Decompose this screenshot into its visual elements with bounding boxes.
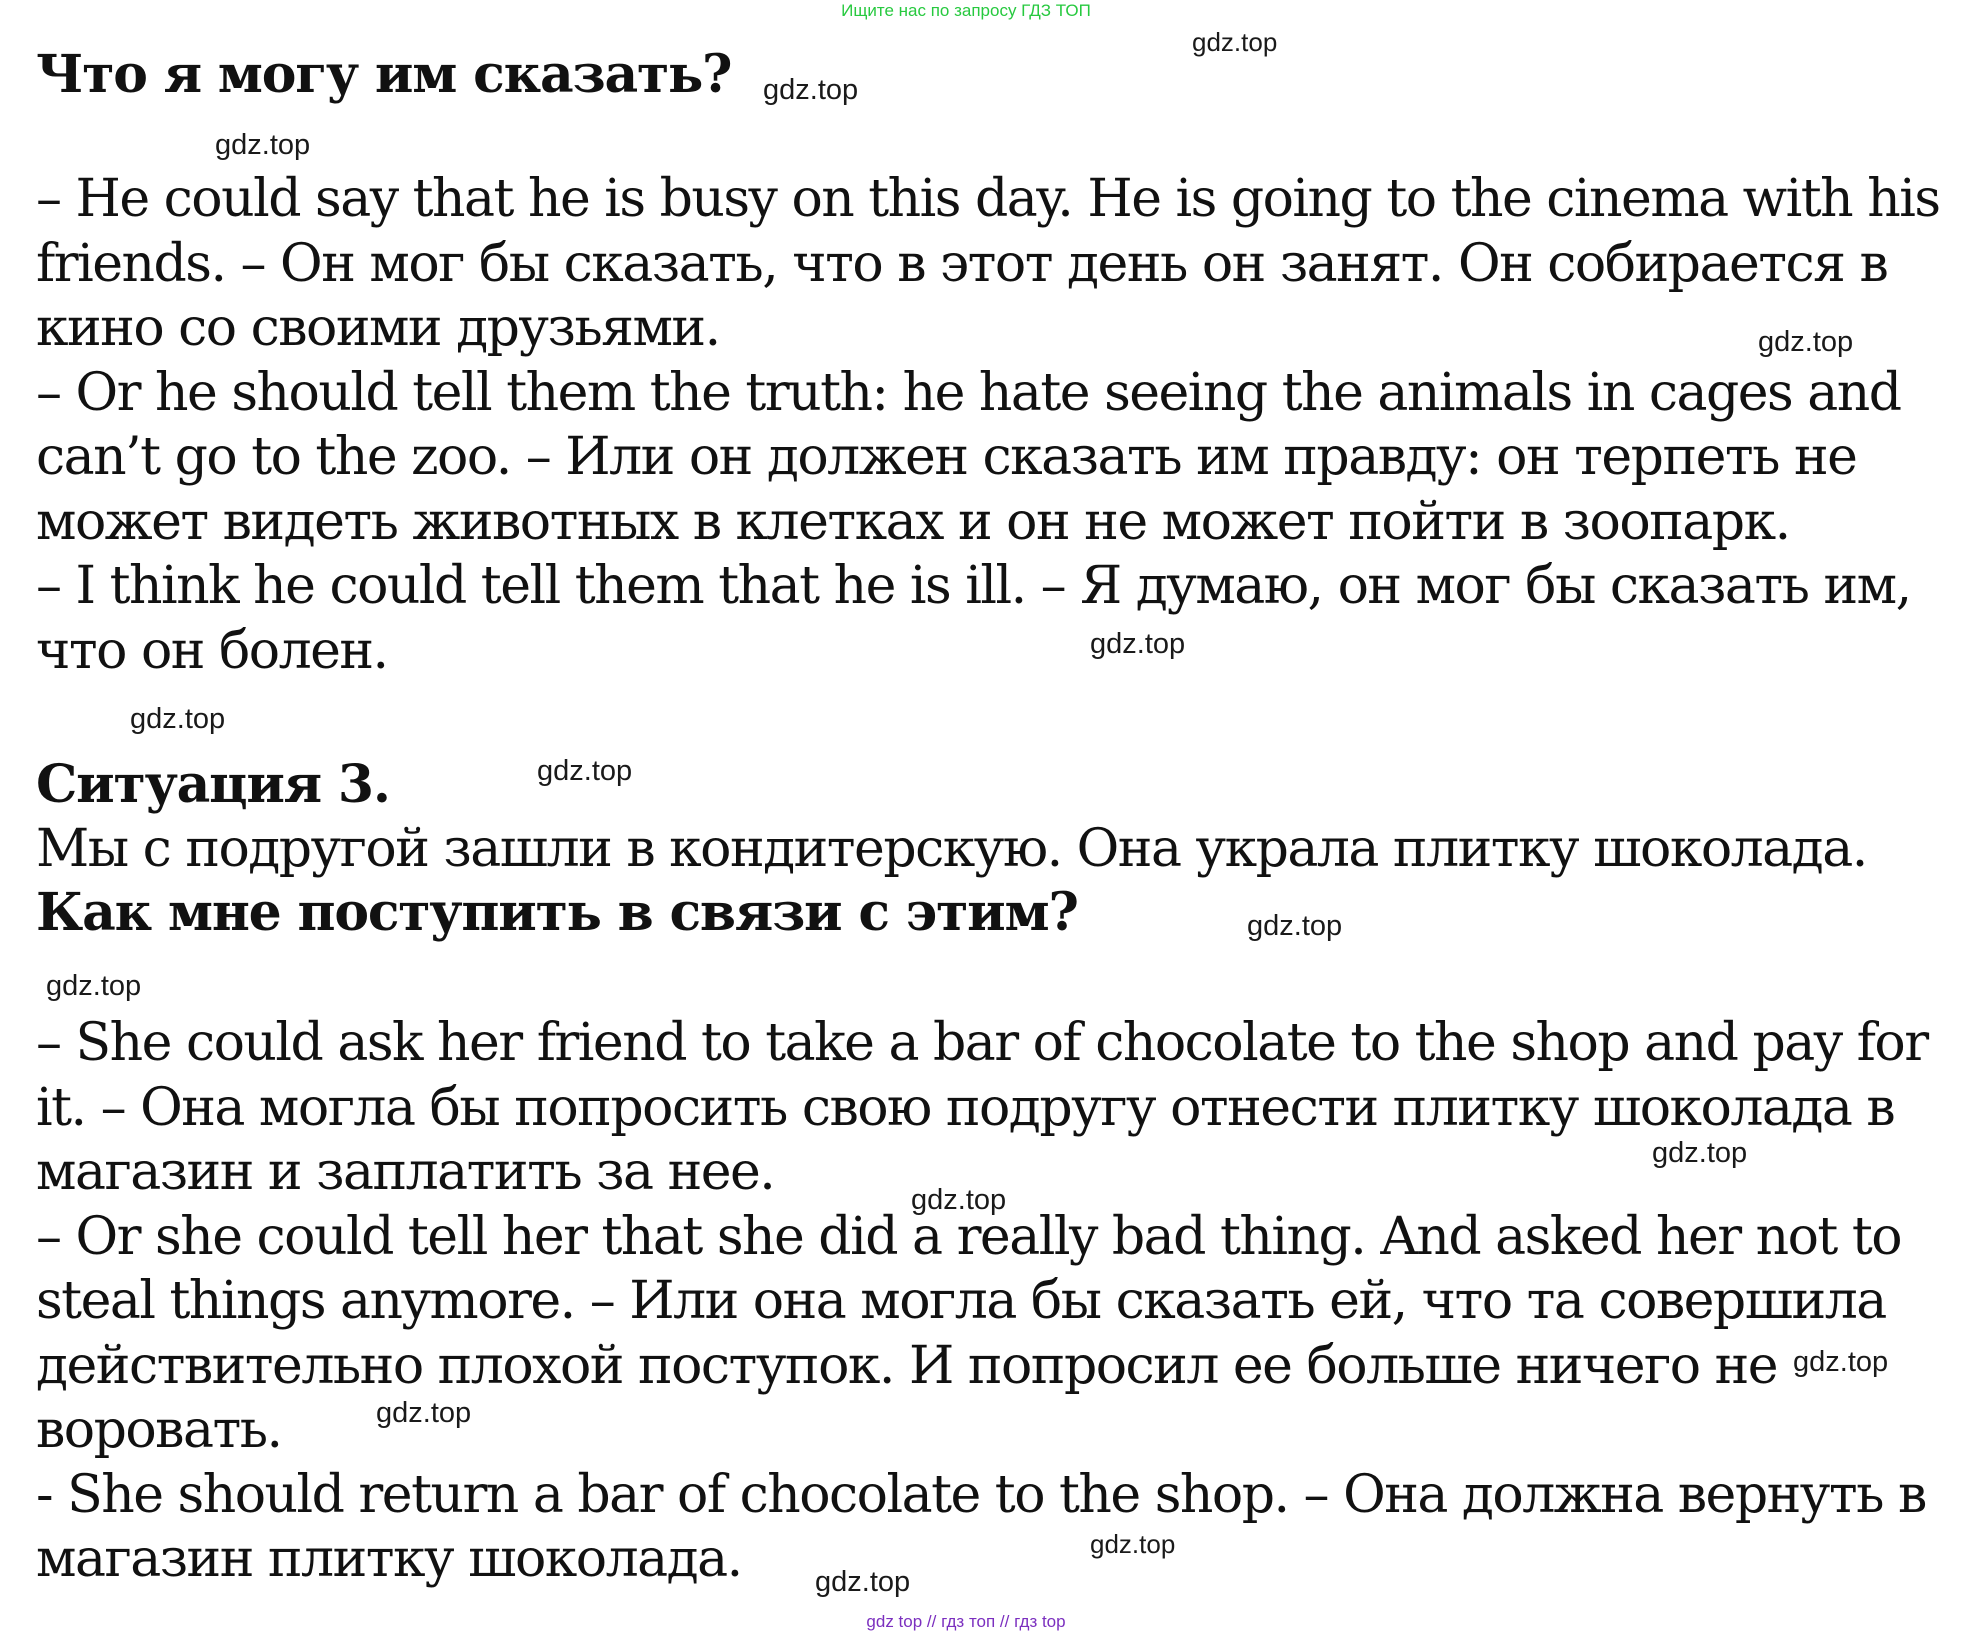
heading-text: Ситуация 3. (36, 754, 390, 815)
section1-heading (36, 43, 731, 108)
watermark: gdz.top (130, 703, 226, 735)
paragraph-line: - She should return a bar of chocolate to the shop. – Она должна вернуть в (36, 1464, 1926, 1525)
watermark: gdz.top (46, 970, 142, 1002)
section1-body (36, 167, 1940, 683)
paragraph-line: что он болен. (36, 620, 388, 681)
watermark: gdz.top (815, 1566, 911, 1598)
watermark: gdz.top (537, 755, 633, 787)
section2-heading (36, 753, 390, 818)
paragraph-line: может видеть животных в клетках и он не может пойти в зоопарк. (36, 491, 1790, 552)
section2-description (36, 817, 1867, 882)
watermark: gdz.top (376, 1397, 472, 1429)
section2-body (36, 1011, 1928, 1592)
watermark: gdz.top (1793, 1346, 1889, 1378)
top-banner: Ищите нас по запросу ГДЗ ТОП (841, 1, 1091, 20)
watermark: gdz.top (1247, 910, 1343, 942)
paragraph-line: воровать. (36, 1400, 282, 1460)
paragraph-line: магазин плитку шоколада. (36, 1529, 742, 1589)
paragraph-line: – She could ask her friend to take a bar of chocolate to the shop and pay for (36, 1013, 1928, 1073)
paragraph-line: кино со своими друзьями. (36, 298, 720, 358)
watermark: gdz.top (1758, 326, 1854, 358)
paragraph-line: – Or he should tell them the truth: he hate seeing the animals in cages and (36, 362, 1901, 423)
paragraph-line: – Or she could tell her that she did a really bad thing. And asked her not to (36, 1206, 1902, 1267)
heading-text: Как мне поступить в связи с этим? (36, 882, 1078, 943)
paragraph-line: steal things anymore. – Или она могла бы сказать ей, что та совершила (36, 1271, 1886, 1331)
watermark: gdz.top (1652, 1137, 1748, 1169)
watermark: gdz.top (911, 1184, 1007, 1216)
paragraph-line: can’t go to the zoo. – Или он должен сказать им правду: он терпеть не (36, 427, 1857, 487)
watermark: gdz.top (215, 129, 311, 161)
paragraph-line: действительно плохой поступок. И попросил ее больше ничего не (36, 1335, 1778, 1396)
paragraph-line: – He could say that he is busy on this day. He is going to the cinema with his (36, 169, 1940, 229)
paragraph-line: friends. – Он мог бы сказать, что в этот день он занят. Он собирается в (36, 233, 1888, 294)
watermark: gdz.top (1090, 1529, 1176, 1559)
watermark: gdz.top (763, 74, 859, 106)
section2-question (36, 881, 1078, 946)
paragraph-line: Мы с подругой зашли в кондитерскую. Она украла плитку шоколада. (36, 819, 1867, 879)
paragraph-line: магазин и заплатить за нее. (36, 1142, 775, 1202)
watermark: gdz.top (1192, 27, 1278, 57)
footer-links: gdz top // гдз топ // гдз top (866, 1612, 1066, 1631)
paragraph-line: – I think he could tell them that he is ill. – Я думаю, он мог бы сказать им, (36, 556, 1911, 616)
watermark: gdz.top (1090, 628, 1186, 660)
paragraph-line: it. – Она могла бы попросить свою подругу отнести плитку шоколада в (36, 1077, 1895, 1138)
heading-text: Что я могу им сказать? (36, 44, 732, 105)
